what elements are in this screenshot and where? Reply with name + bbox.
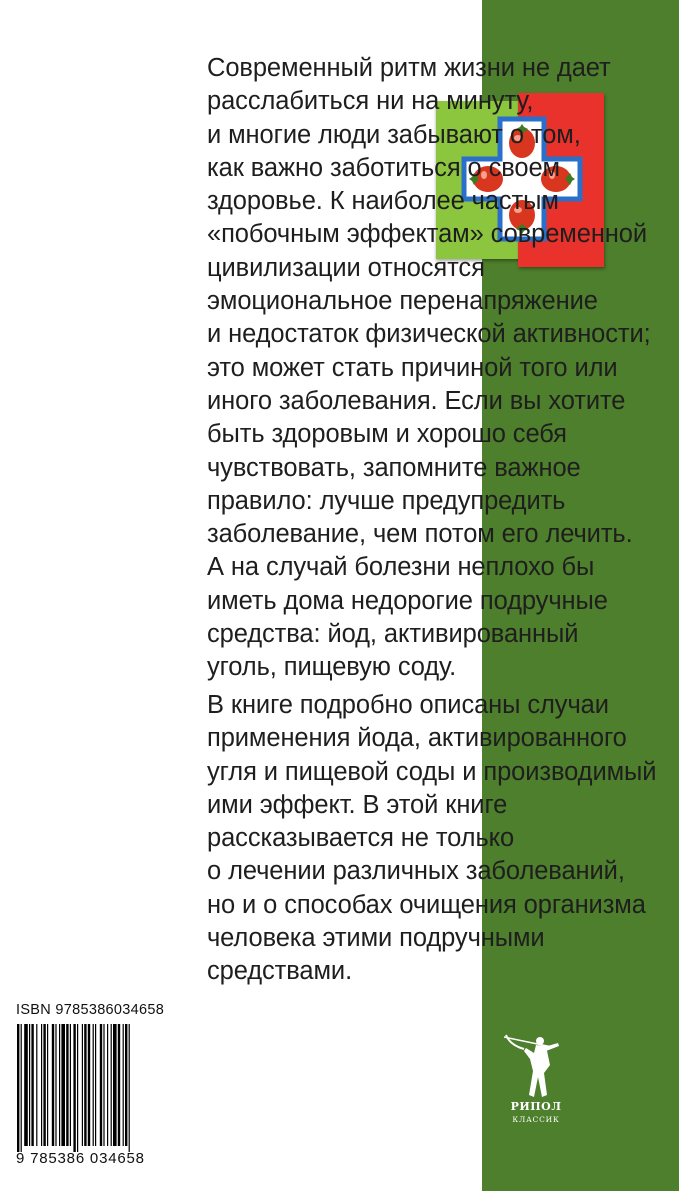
text-line: заболевание, чем потом его лечить. [207,520,633,549]
barcode-bar [88,1024,90,1146]
description-paragraph-2 [207,689,656,989]
text-line: средствами. [207,957,353,986]
barcode-bar [17,1024,19,1152]
text-line: как важно заботиться о своем [207,153,560,182]
barcode-bar [111,1024,112,1146]
text-line: здоровье. К наиболее частым [207,187,559,216]
barcode-bar [31,1024,33,1146]
text-line: средства: йод, активированный [207,620,579,649]
barcode-bar [118,1024,120,1146]
text-line: расслабиться ни на минуту, [207,87,534,116]
barcode-bar [129,1024,130,1152]
text-line: правило: лучше предупредить [207,486,566,515]
isbn-barcode [17,1024,167,1152]
barcode-bar [95,1024,96,1146]
barcode-bar [24,1024,28,1146]
barcode-bar [52,1024,54,1146]
barcode-bar [41,1024,42,1146]
publisher-name: РИПОЛ [510,1100,562,1113]
barcode-bar [61,1024,65,1146]
barcode-bar [36,1024,37,1146]
text-line: о лечении различных заболеваний, [207,857,625,886]
barcode-bar [21,1024,22,1152]
description-paragraph-1 [207,52,651,685]
barcode-bar [113,1024,117,1146]
text-line: В книге подробно описаны случаи [207,691,609,719]
barcode-bar [43,1024,45,1146]
text-line: иного заболевания. Если вы хотите [207,386,626,415]
barcode-bar [103,1024,104,1146]
text-line: эмоциональное перенапряжение [207,287,598,316]
barcode-bar [84,1024,86,1146]
barcode-bar [125,1024,127,1146]
barcode-bar [93,1024,94,1146]
barcode-bar [73,1024,75,1152]
isbn-label: ISBN 9785386034658 [16,1002,165,1018]
text-line: применения йода, активированного [207,724,627,753]
text-line: цивилизации относятся [207,253,485,282]
barcode-bar [82,1024,83,1146]
barcode-bar [107,1024,108,1146]
text-line: уголь, пищевую соду. [207,653,457,682]
barcode-bar [66,1024,68,1146]
barcode-bar [77,1024,78,1152]
text-line: но и о способах очищения организма [207,890,646,919]
barcode-bar [29,1024,30,1146]
barcode-bar [59,1024,60,1146]
text-line: это может стать причиной того или [207,353,618,382]
barcode-bar [100,1024,102,1146]
text-line: ими эффект. В этой книге [207,790,508,819]
text-line: человека этими подручными [207,924,545,953]
text-line: и недостаток физической активности; [207,320,651,349]
barcode-bar [55,1024,56,1146]
text-line: и многие люди забывают о том, [207,120,581,149]
barcode-bar [70,1024,71,1146]
barcode-bar [123,1024,124,1146]
barcode-bar [47,1024,48,1146]
text-line: иметь дома недорогие подручные [207,586,608,615]
text-line: угля и пищевой соды и производимый [207,757,657,786]
text-line: быть здоровым и хорошо себя [207,420,567,449]
text-line: рассказывается не только [207,824,515,853]
text-line: А на случай болезни неплохо бы [207,553,595,582]
publisher-subtitle: КЛАССИК [512,1115,560,1124]
text-line: «побочным эффектам» современной [207,220,648,249]
text-line: Современный ритм жизни не дает [207,54,611,82]
barcode-digits: 9 785386 034658 [16,1150,145,1167]
text-line: чувствовать, запомните важное [207,453,581,482]
